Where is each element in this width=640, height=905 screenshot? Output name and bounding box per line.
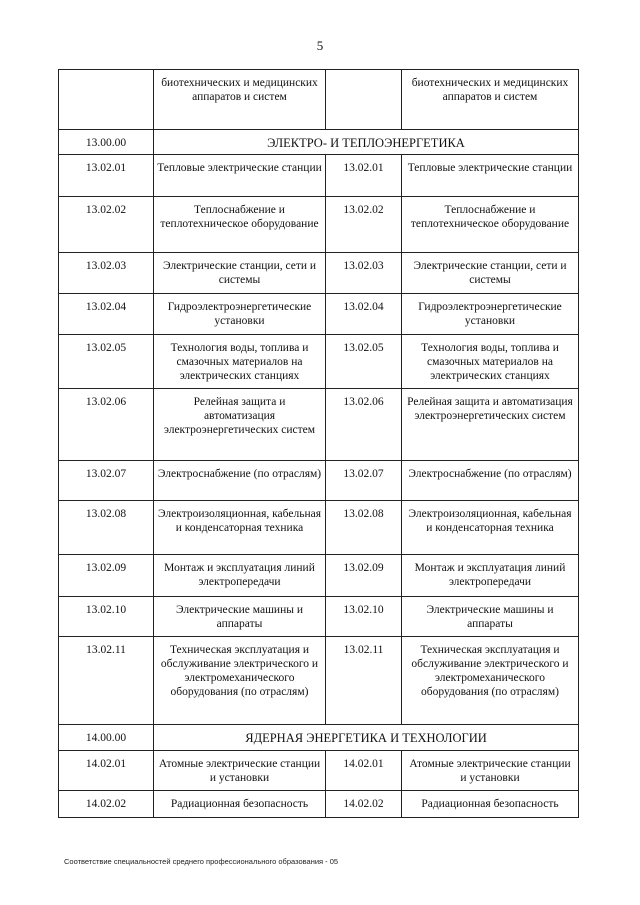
- page-number: 5: [316, 38, 324, 53]
- name-cell-right: Тепловые электрические станции: [402, 155, 579, 197]
- code-cell-left: 13.02.06: [59, 389, 154, 461]
- name-cell-left: Атомные электрические станции и установки: [154, 751, 326, 791]
- code-cell-left: 13.02.11: [59, 637, 154, 725]
- name-cell-left: биотехнических и медицинских аппаратов и систем: [154, 70, 326, 130]
- name-cell-right: Релейная защита и автоматизация электроэнергетических систем: [402, 389, 579, 461]
- table-row: [59, 501, 579, 555]
- name-cell-right: Электрические машины и аппараты: [402, 597, 579, 637]
- code-cell-left: 13.02.02: [59, 197, 154, 253]
- specialties-table: [58, 69, 579, 818]
- code-cell-left: 13.02.10: [59, 597, 154, 637]
- section-code: 14.00.00: [59, 725, 154, 751]
- name-cell-left: Теплоснабжение и теплотехническое оборудование: [154, 197, 326, 253]
- code-cell-left: 13.02.09: [59, 555, 154, 597]
- name-cell-left: Техническая эксплуатация и обслуживание электрического и электромеханического оборудования (по отраслям): [154, 637, 326, 725]
- table-row: [59, 335, 579, 389]
- name-cell-right: Радиационная безопасность: [402, 791, 579, 818]
- name-cell-left: Гидроэлектроэнергетические установки: [154, 294, 326, 335]
- table-row: [59, 389, 579, 461]
- name-cell-right: Электроснабжение (по отраслям): [402, 461, 579, 501]
- table-row: [59, 197, 579, 253]
- name-cell-left: Монтаж и эксплуатация линий электропередачи: [154, 555, 326, 597]
- code-cell-left: 13.02.08: [59, 501, 154, 555]
- code-cell-right: 13.02.08: [326, 501, 402, 555]
- code-cell-left: 13.02.01: [59, 155, 154, 197]
- name-cell-left: Электрические машины и аппараты: [154, 597, 326, 637]
- code-cell-right: 13.02.09: [326, 555, 402, 597]
- table-row: [59, 461, 579, 501]
- code-cell-left: 14.02.01: [59, 751, 154, 791]
- name-cell-right: Атомные электрические станции и установки: [402, 751, 579, 791]
- code-cell-right: 14.02.02: [326, 791, 402, 818]
- table-row: [59, 751, 579, 791]
- code-cell-right: 13.02.10: [326, 597, 402, 637]
- name-cell-left: Релейная защита и автоматизация электроэнергетических систем: [154, 389, 326, 461]
- name-cell-right: Теплоснабжение и теплотехническое оборудование: [402, 197, 579, 253]
- section-row: [59, 130, 579, 155]
- code-cell-left: 13.02.04: [59, 294, 154, 335]
- name-cell-left: Электроизоляционная, кабельная и конденсаторная техника: [154, 501, 326, 555]
- table-row: [59, 791, 579, 818]
- name-cell-left: Радиационная безопасность: [154, 791, 326, 818]
- name-cell-right: биотехнических и медицинских аппаратов и систем: [402, 70, 579, 130]
- name-cell-right: Монтаж и эксплуатация линий электропередачи: [402, 555, 579, 597]
- name-cell-left: Тепловые электрические станции: [154, 155, 326, 197]
- section-title: ЯДЕРНАЯ ЭНЕРГЕТИКА И ТЕХНОЛОГИИ: [154, 725, 579, 751]
- code-cell-right: 13.02.02: [326, 197, 402, 253]
- name-cell-right: Гидроэлектроэнергетические установки: [402, 294, 579, 335]
- name-cell-left: Электрические станции, сети и системы: [154, 253, 326, 294]
- code-cell-right: 14.02.01: [326, 751, 402, 791]
- code-cell-right: [326, 70, 402, 130]
- table-row: [59, 637, 579, 725]
- section-title: ЭЛЕКТРО- И ТЕПЛОЭНЕРГЕТИКА: [154, 130, 579, 155]
- code-cell-right: 13.02.05: [326, 335, 402, 389]
- code-cell-right: 13.02.11: [326, 637, 402, 725]
- table-row: [59, 253, 579, 294]
- section-row: [59, 725, 579, 751]
- code-cell-left: 13.02.05: [59, 335, 154, 389]
- page-footer: Соответствие специальностей среднего профессионального образования - 05: [64, 857, 339, 866]
- code-cell-left: [59, 70, 154, 130]
- name-cell-right: Техническая эксплуатация и обслуживание электрического и электромеханического оборудования (по отраслям): [402, 637, 579, 725]
- name-cell-right: Электроизоляционная, кабельная и конденсаторная техника: [402, 501, 579, 555]
- code-cell-right: 13.02.03: [326, 253, 402, 294]
- name-cell-left: Технология воды, топлива и смазочных материалов на электрических станциях: [154, 335, 326, 389]
- code-cell-right: 13.02.06: [326, 389, 402, 461]
- code-cell-right: 13.02.07: [326, 461, 402, 501]
- name-cell-right: Технология воды, топлива и смазочных материалов на электрических станциях: [402, 335, 579, 389]
- code-cell-left: 13.02.03: [59, 253, 154, 294]
- table-row: [59, 597, 579, 637]
- code-cell-left: 14.02.02: [59, 791, 154, 818]
- code-cell-right: 13.02.01: [326, 155, 402, 197]
- table-row: [59, 155, 579, 197]
- table-row: [59, 70, 579, 130]
- section-code: 13.00.00: [59, 130, 154, 155]
- table-row: [59, 294, 579, 335]
- code-cell-left: 13.02.07: [59, 461, 154, 501]
- table-row: [59, 555, 579, 597]
- code-cell-right: 13.02.04: [326, 294, 402, 335]
- name-cell-left: Электроснабжение (по отраслям): [154, 461, 326, 501]
- name-cell-right: Электрические станции, сети и системы: [402, 253, 579, 294]
